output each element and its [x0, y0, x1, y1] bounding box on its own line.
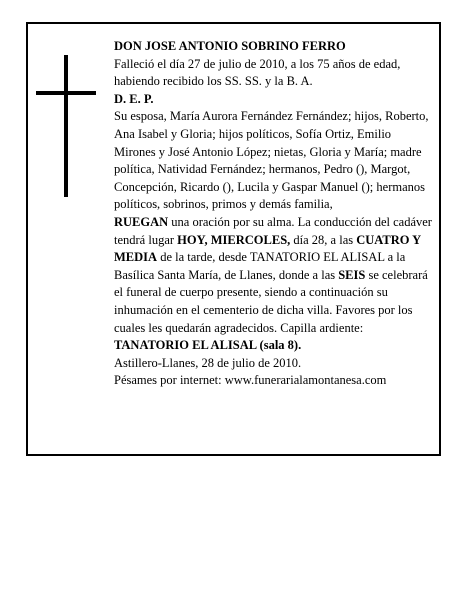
cross-horizontal-bar	[36, 91, 96, 95]
cross-vertical-bar	[64, 55, 68, 197]
day-text: día 28, a las	[290, 232, 357, 247]
cross-icon	[36, 55, 96, 197]
obituary-text	[114, 38, 434, 390]
after-time-text: de la tarde, desde TANATORIO EL ALISAL a la Basílica Santa María, de Llanes, donde a las	[114, 250, 406, 282]
condolences-line: Pésames por internet: www.funerarialamontanesa.com	[114, 373, 387, 388]
seis-label: SEIS	[338, 267, 366, 282]
funeral-arrangements	[114, 214, 434, 337]
place-date: Astillero-Llanes, 28 de julio de 2010.	[114, 355, 302, 370]
deceased-name: DON JOSE ANTONIO SOBRINO FERRO	[114, 39, 346, 53]
death-info: Falleció el día 27 de julio de 2010, a los 75 años de edad, habiendo recibido los SS. SS. y la B. A.	[114, 56, 401, 89]
ruegan-text: una oración por su alma. La conducción del cadáver tendrá lugar	[114, 214, 432, 247]
ruegan-label: RUEGAN	[114, 214, 169, 229]
dep-abbreviation: D. E. P.	[114, 91, 154, 106]
family-list: Su esposa, María Aurora Fernández Fernández; hijos, Roberto, Ana Isabel y Gloria; hijos políticos, Sofía Ortiz, Emilio Mirones y José Antonio López; nietas, Gloria y María; madre política, Natividad Fernández; hermanos, Pedro (), Margot, Concepción, Ricardo (), Lucila y Gaspar Manuel (); hermanos políticos, sobrinos, primos y demás familia,	[114, 109, 429, 212]
chapel-location: TANATORIO EL ALISAL (sala 8).	[114, 338, 302, 353]
time-label: CUATRO Y MEDIA	[114, 232, 421, 265]
funeral-text: se celebrará el funeral de cuerpo presente, siendo a continuación su inhumación en el cementerio de dicha villa. Favores por los cuales les quedarán agradecidos. Capilla ardiente:	[114, 267, 428, 335]
day-label: HOY, MIERCOLES,	[177, 232, 291, 247]
